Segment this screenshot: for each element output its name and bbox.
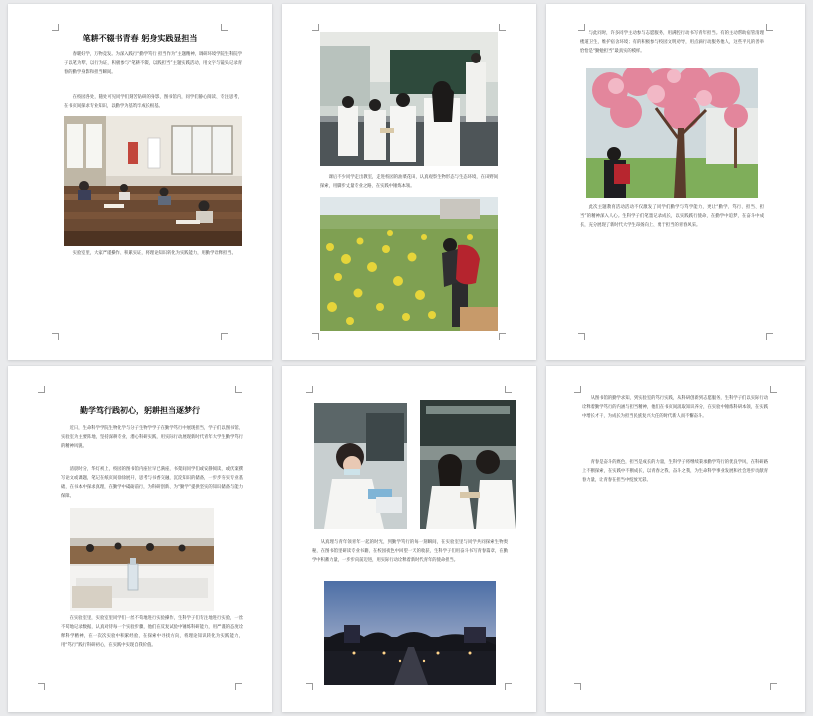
paragraph: 在校园各处，随处可见同学们刻苦钻研的身影，图书馆内，同学们静心阅读、专注思考，在书页间探求专业知识，以勤学为基筑牢成长根基。	[64, 95, 242, 110]
paragraph: 课后不少同学走出教室，走进校园的油菜花田，认真观察生物形态与生态环境，在田野间探索，用脚步丈量专业之路，在实践中锤炼本领。	[320, 175, 498, 190]
lab-two-students-photo	[420, 400, 516, 529]
paragraph: 此次主题教育活动活动不仅激发了同学们勤学与笃学能力，更让“勤学、笃行、担当、担当”的精神深入人心。生科学子们笔墨记录成长，以实践践行使命，在勤学中追梦，在奋斗中成长，充分展现了新时代大学生昂扬向上、勇于担当的青春风采。	[580, 205, 764, 229]
campus-dusk-photo	[324, 581, 496, 685]
lab-student-gloves-photo	[314, 403, 407, 529]
article-title: 笔耕不辍书青春 躬身实践显担当	[82, 33, 198, 43]
library-reading-photo	[64, 116, 242, 246]
article-title: 勤学笃行践初心，躬耕担当逐梦行	[80, 405, 200, 415]
document-page-1	[8, 4, 272, 360]
paragraph: 与此同时，许多同学主动参与志愿服务，用满腔行动书写青年担当。有的主动帮助宿管清理楼道卫生，维护宿舍环境；有的积极参与校园文明劝导，用点滴行动服务他人，这些平凡的善举恰恰是“勤勉担当”最真实的模样。	[580, 31, 764, 55]
document-page-2	[282, 4, 536, 360]
paragraph: 春暖好学，万物竞发。为深入践行“勤学笃行 担当作为”主题精神，调研环境学院生科院学子以笔为犁，以行为证，积极参与“笔耕不辍，以践担当”主题实践活动，用文字与镜头记录青春的勤学身影和担当瞬间。	[64, 52, 242, 76]
document-page-5	[282, 366, 536, 712]
library-study-hall-photo	[70, 508, 214, 611]
paragraph: 在实验室里，实验室里同学们一丝不苟地进行实验操作，生科学子们专注地进行实验，一丝不苟地记录数据，认真对待每一个实验步骤，他们在反复试验中锤炼科研能力，用严谨的态度诠释科学精神，在一次次实验中积累经验，在探索中寻找方向，将理论知识转化为实践能力，用“笃行”践行科研初心，在实践中实现自我价值。	[61, 616, 243, 649]
paragraph: 青春是奋斗的底色，担当是成长的力量，生科学子将继续秉承勤学笃行的优良学风，在科研路上不断探索，在实践中不断成长，以青春之我、奋斗之我，为生命科学事业发展和社会进步贡献青春力量，让青春在担当中绽放光彩。	[582, 460, 768, 484]
paragraph: 实验室里，大家严谨操作、积累实证，将理论知识转化为实践能力，用勤学诠释担当。	[72, 251, 236, 256]
document-page-4	[8, 366, 272, 712]
document-page-3	[546, 4, 805, 360]
document-page-6	[546, 366, 805, 712]
paragraph: 清晨时分，华灯初上，校园的图书馆内座位早已满座，书架间同学们或安静阅读，或伏案撰写论文或课题，笔记在纸页间徐徐展开，思考与书香交融，沉淀知识的储备，一步步夯实专业基础，在书本中探求真理，在勤学中砥砺前行，为科研创新、为“勤学”提供坚实的知识储备与能力保障。	[61, 467, 243, 500]
paragraph: 近日，生命科学学院生物化学与分子生物学学子在勤学笃行中展现担当，学子们以图书馆、实验室为主要阵地，坚持深耕专业，潜心科研实践，用实际行动展现新时代青年大学生勤学笃行的精神风貌。	[61, 426, 243, 450]
rapeseed-field-observation-photo	[320, 197, 498, 331]
cherry-blossom-photo	[586, 68, 758, 198]
paragraph: 从图书馆的勤学求知，到实验室的笃行实践，从科研创新到志愿服务，生科学子们以实际行动诠释着勤学笃行的内涵与担当精神，他们在书页间汲取知识养分，在实验中锤炼科研本领，在实践中增长才干，为成长为担当民族复兴大任的时代新人而不懈奋斗。	[582, 396, 768, 420]
laboratory-experiment-photo	[320, 32, 498, 166]
paragraph: 从真理与青年领青年一起的时光，到勤学笃行的每一刻瞬间，在实验室里与同学共同探索生物奥秘，在图书馆里研读专业书籍，在校园夜色中回望一天的收获，生科学子们用奋斗书写青春篇章，在勤学中积蓄力量，一步步向前迈进，用实际行动诠释着新时代青年的使命担当。	[312, 540, 508, 564]
